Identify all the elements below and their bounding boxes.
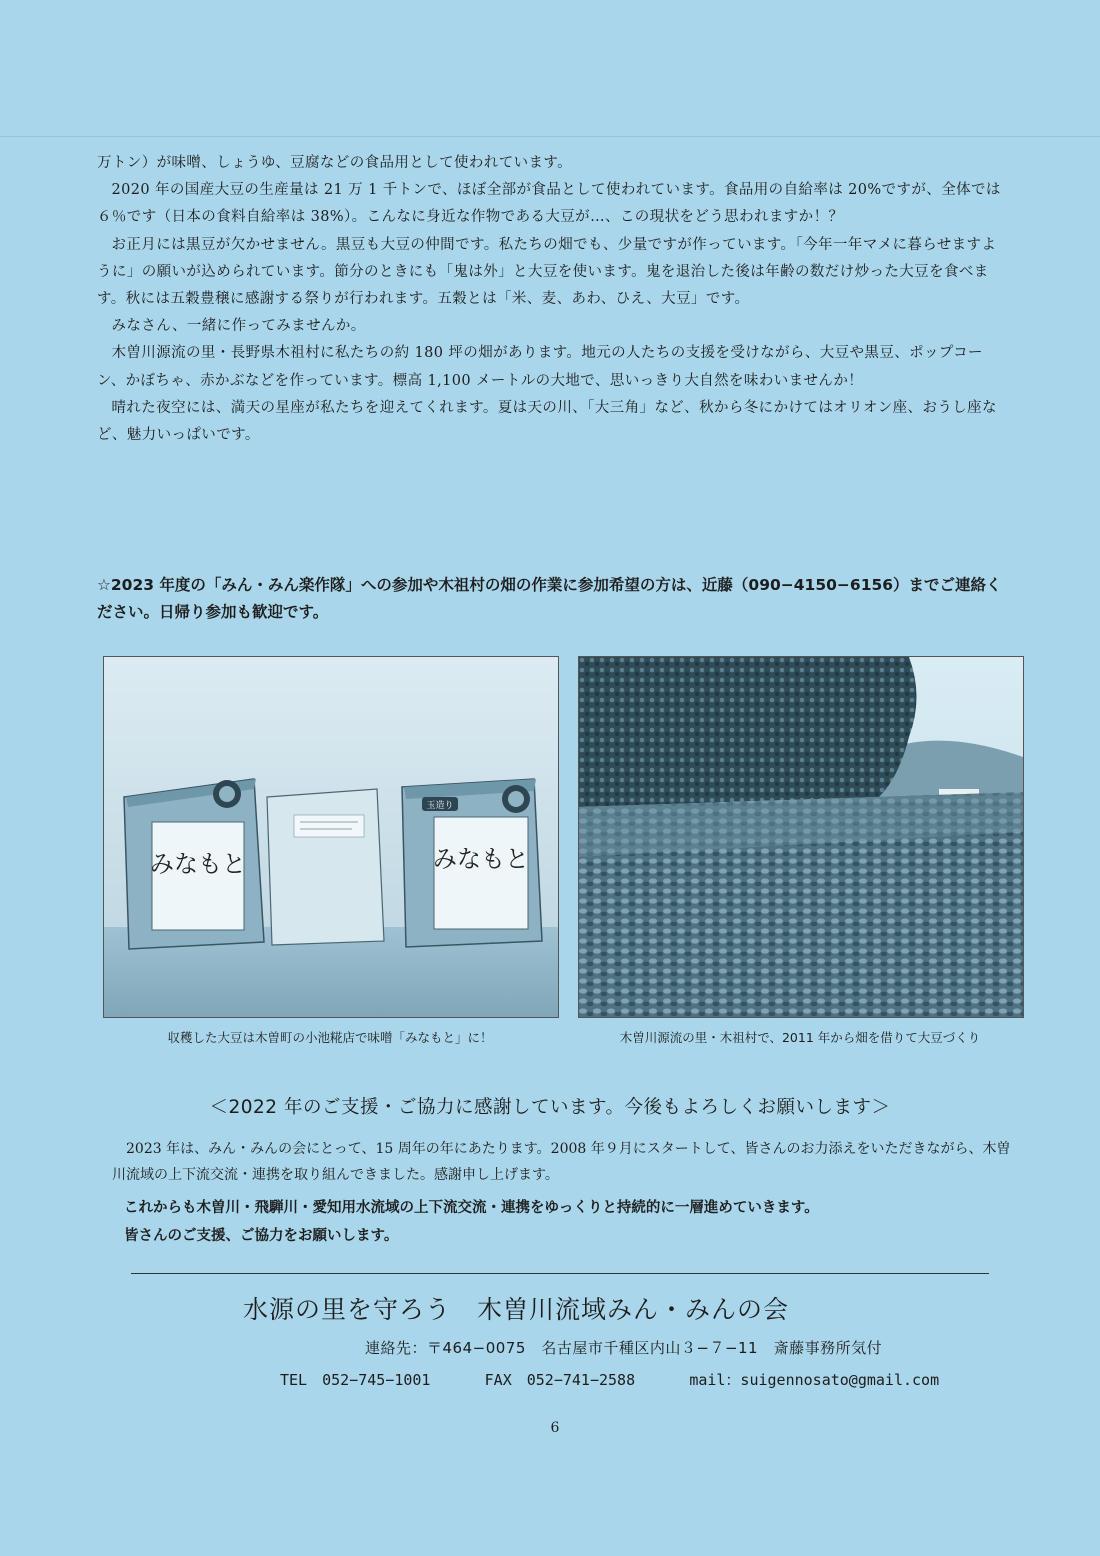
- page-number: 6: [550, 1420, 560, 1436]
- article-paragraph: みなさん、一緒に作ってみませんか。: [111, 318, 366, 335]
- fax-number: FAX 052−741−2588: [484, 1371, 636, 1389]
- thanks-body: [112, 1136, 1012, 1188]
- contact-address: 連絡先：〒464−0075 名古屋市千種区内山３−７−11 斎藤事務所気付: [365, 1339, 883, 1357]
- organization-title: 水源の里を守ろう 木曽川流域みん・みんの会: [243, 1295, 790, 1324]
- left-photo-caption: 収穫した大豆は木曽町の小池糀店で味噌「みなもと」に！: [167, 1030, 493, 1045]
- participation-notice: ☆2023 年度の「みん・みん楽作隊」への参加や木祖村の畑の作業に参加希望の方は、近藤（090−4150−6156）までご連絡ください。日帰り参加も歓迎です。: [97, 576, 1002, 621]
- bag-label-right: みなもと: [433, 845, 529, 873]
- thanks-paragraph: 2023 年は、みん・みんの会にとって、15 周年の年にあたります。2008 年９月にスタートして、皆さんのお力添えをいただきながら、木曽川流域の上下流交流・連携を取り組んできました。感謝申し上げます。: [112, 1141, 1011, 1183]
- email-address: mail：suigennosato@gmail.com: [689, 1371, 940, 1389]
- footer-divider: [131, 1273, 989, 1274]
- contact-numbers: [280, 1369, 939, 1390]
- right-photo-caption: 木曽川源流の里・木祖村で、2011 年から畑を借りて大豆づくり: [619, 1030, 981, 1045]
- thanks-heading: ＜2022 年のご支援・ご協力に感謝しています。今後もよろしくお願いします＞: [209, 1097, 891, 1118]
- thanks-closing-line: 皆さんのご支援、ご協力をお願いします。: [124, 1228, 399, 1244]
- soybean-field-illustration: [579, 657, 1023, 1017]
- article-paragraph: 2020 年の国産大豆の生産量は 21 万 1 千トンで、ほぼ全部が食品として使われています。食品用の自給率は 20%ですが、全体では６％です（日本の食料自給率は 38%）。こんなに身近な作物である大豆が…、この現状をどう思われますか！？: [97, 182, 1001, 226]
- article-paragraph: 万トン）が味噌、しょうゆ、豆腐などの食品用として使われています。: [97, 155, 573, 171]
- tel-number: TEL 052−745−1001: [280, 1371, 431, 1389]
- article-body: [97, 150, 1009, 449]
- bag-label-left: みなもと: [150, 850, 246, 878]
- article-paragraph: 晴れた夜空には、満天の星座が私たちを迎えてくれます。夏は天の川、「大三角」など、秋から冬にかけてはオリオン座、おうし座など、魅力いっぱいです。: [97, 399, 997, 444]
- miso-bags-illustration: [104, 657, 558, 1017]
- miso-bags-photo: [103, 656, 559, 1018]
- article-paragraph: 木曽川源流の里・長野県木祖村に私たちの約 180 坪の畑があります。地元の人たちの支援を受けながら、大豆や黒豆、ポップコーン、かぼちゃ、赤かぶなどを作っています。標高 1,100 メートルの大地で、思いっきり大自然を味わいませんか！: [97, 345, 983, 389]
- thanks-closing-line: これからも木曽川・飛騨川・愛知用水流域の上下流交流・連携をゆっくりと持続的に一層進めていきます。: [124, 1200, 819, 1216]
- thanks-closing: [124, 1194, 1024, 1250]
- bag-sticker-text: 玉造り: [426, 801, 454, 811]
- scan-fold-line: [0, 136, 1100, 137]
- article-paragraph: お正月には黒豆が欠かせません。黒豆も大豆の仲間です。私たちの畑でも、少量ですが作っています。「今年一年マメに暮らせますように」の願いが込められています。節分のときにも「鬼は外」と大豆を使います。鬼を退治した後は年齢の数だけ炒った大豆を食べます。秋には五穀豊穣に感謝する祭りが行われます。五穀とは「米、麦、あわ、ひえ、大豆」です。: [97, 236, 997, 308]
- soybean-field-photo: [578, 656, 1024, 1018]
